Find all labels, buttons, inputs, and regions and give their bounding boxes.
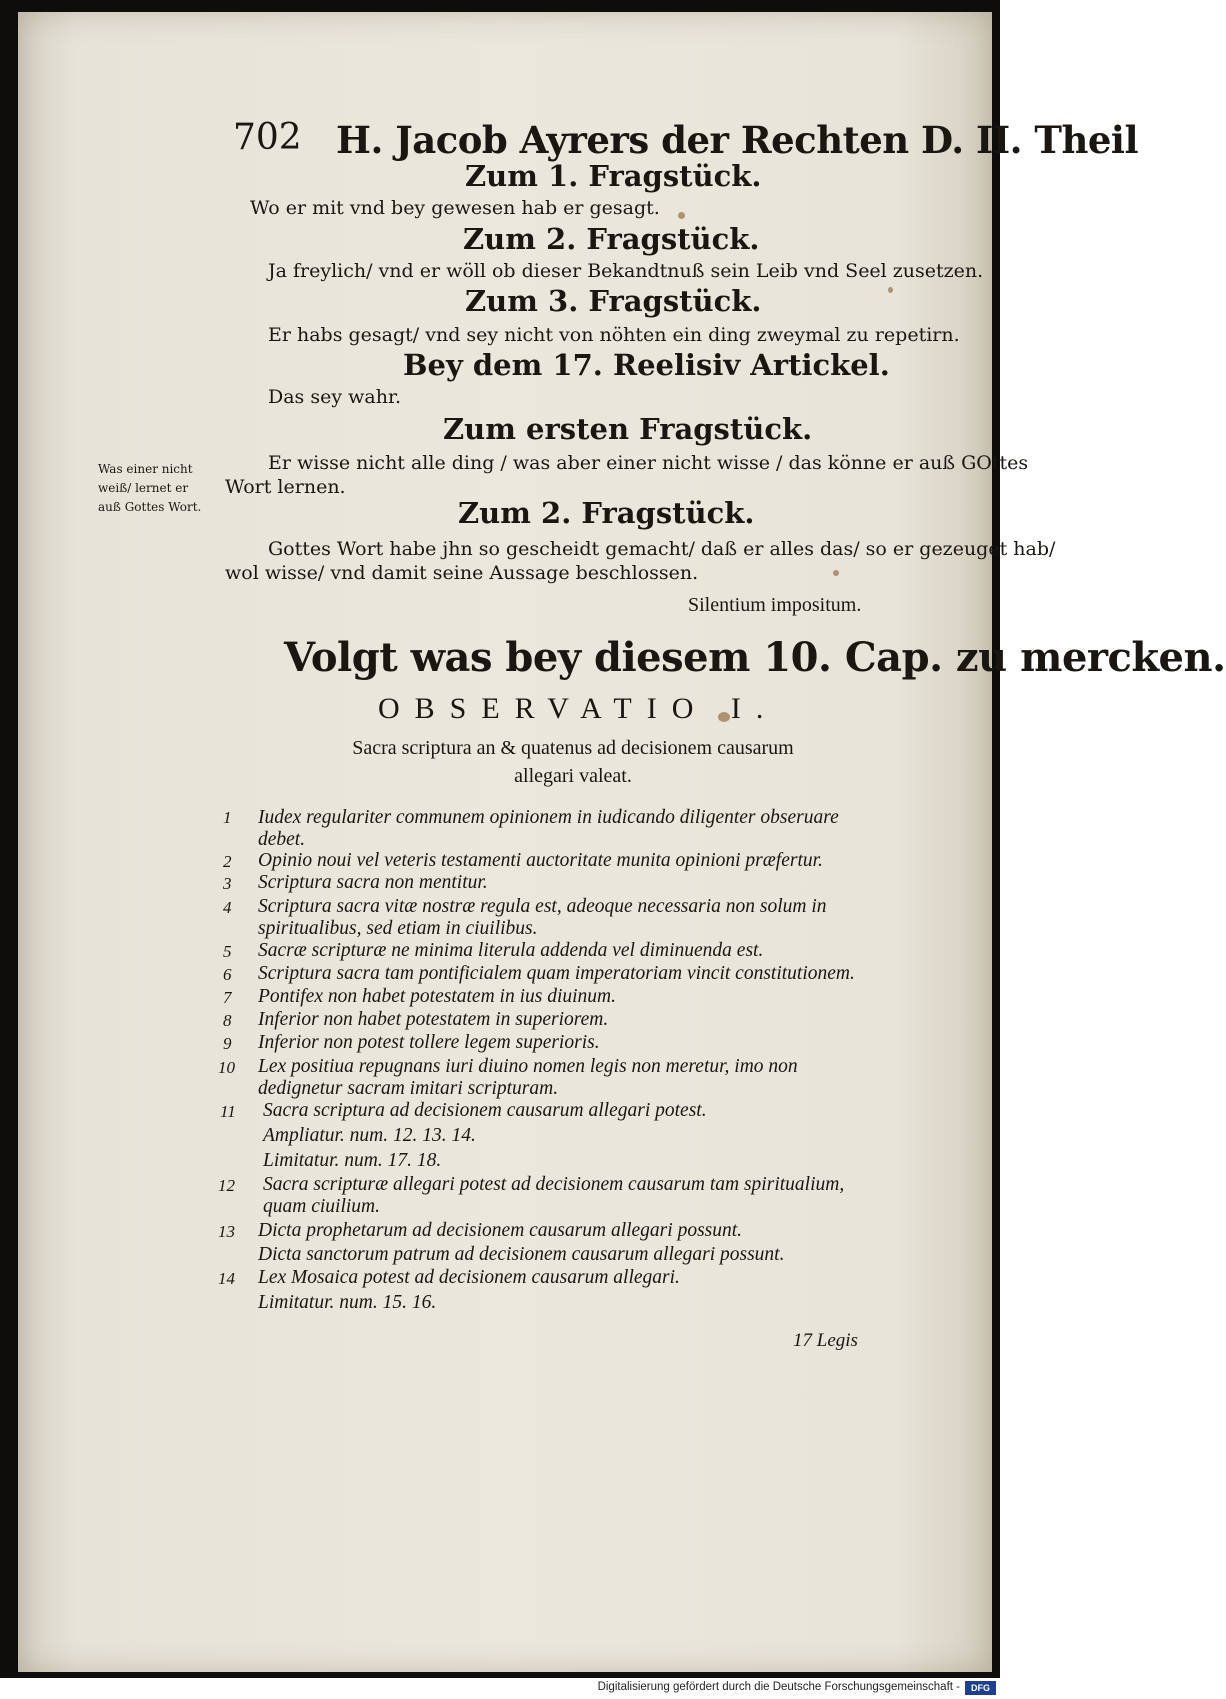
item-number: 9 (223, 1034, 232, 1053)
list-item: Sacra scriptura ad decisionem causarum allegari potest. (263, 1100, 707, 1121)
item-number: 2 (223, 852, 232, 871)
list-item: Lex Mosaica potest ad decisionem causarum allegari. (258, 1267, 680, 1288)
item-number: 10 (218, 1058, 235, 1077)
list-item: Dicta sanctorum patrum ad decisionem causarum allegari possunt. (258, 1244, 785, 1265)
answer-text-1: Wo er mit vnd bey gewesen hab er gesagt. (250, 197, 660, 219)
answer-text-3: Er habs gesagt/ vnd sey nicht von nöhten ein ding zweymal zu repetirn. (268, 324, 960, 346)
foxing-spot (678, 212, 685, 219)
answer-text-6a: Gottes Wort habe jhn so gescheidt gemacht/ daß er alles das/ so er gezeuget hab/ (268, 538, 1056, 560)
list-item: Scriptura sacra non mentitur. (258, 872, 488, 893)
list-item: Limitatur. num. 15. 16. (258, 1292, 437, 1313)
list-item: Inferior non habet potestatem in superiorem. (258, 1009, 609, 1030)
heading-frage-1: Zum 1. Fragstück. (465, 159, 762, 193)
book-page (18, 12, 1226, 1672)
answer-text-6b: wol wisse/ vnd damit seine Aussage beschlossen. (225, 562, 699, 584)
closing-remark: Silentium impositum. (688, 594, 862, 616)
list-item: Scriptura sacra tam pontificialem quam imperatoriam vincit constitutionem. (258, 963, 855, 984)
observatio-title: OBSERVATIO I. (378, 692, 779, 725)
page-number: 702 (233, 117, 302, 158)
heading-frage-2b: Zum 2. Fragstück. (458, 496, 755, 530)
item-number: 14 (218, 1269, 235, 1288)
list-item: Scriptura sacra vitæ nostræ regula est, adeoque necessaria non solum in spiritualibus, sed etiam in ciuilibus. (258, 896, 827, 939)
item-number: 1 (223, 808, 232, 827)
foxing-spot (888, 287, 893, 293)
list-item: Sacræ scripturæ ne minima literula addenda vel diminuenda est. (258, 940, 764, 961)
item-number: 5 (223, 942, 232, 961)
running-title: H. Jacob Ayrers der Rechten D. II. Theil (336, 118, 1139, 162)
item-number: 13 (218, 1222, 235, 1241)
section-heading: Volgt was bey diesem 10. Cap. zu mercken. (284, 634, 1226, 681)
list-item: Iudex regulariter communem opinionem in iudicando diligenter obseruare debet. (258, 807, 839, 850)
list-item: Ampliatur. num. 12. 13. 14. (263, 1125, 476, 1146)
answer-text-5a: Er wisse nicht alle ding / was aber einer nicht wisse / das könne er auß GOttes (268, 452, 1029, 474)
list-item: Inferior non potest tollere legem superioris. (258, 1032, 600, 1053)
list-item: Lex positiua repugnans iuri diuino nomen legis non meretur, imo non dedignetur sacram imitari scripturam. (258, 1056, 798, 1099)
item-number: 7 (223, 988, 232, 1007)
list-item: Sacra scripturæ allegari potest ad decisionem causarum tam spiritualium, quam ciuilium. (263, 1174, 845, 1217)
answer-text-5b: Wort lernen. (225, 476, 346, 498)
item-number: 8 (223, 1011, 232, 1030)
list-item: Limitatur. num. 17. 18. (263, 1150, 442, 1171)
dfg-logo-icon: DFG (965, 1681, 996, 1695)
list-item: Dicta prophetarum ad decisionem causarum allegari possunt. (258, 1220, 743, 1241)
heading-frage-2: Zum 2. Fragstück. (463, 222, 760, 256)
heading-frage-3: Zum 3. Fragstück. (465, 284, 762, 318)
funding-credit: Digitalisierung gefördert durch die Deutsche Forschungsgemeinschaft - (597, 1681, 960, 1693)
item-number: 12 (218, 1176, 235, 1195)
observatio-subtitle: Sacra scriptura an & quatenus ad decisionem causarum allegari valeat. (352, 737, 794, 787)
answer-text-4: Das sey wahr. (268, 386, 401, 408)
margin-note: Was einer nicht weiß/ lernet er auß Gottes Wort. (98, 462, 202, 514)
footer-bar (0, 1678, 1000, 1699)
item-number: 4 (223, 898, 232, 917)
heading-article-17: Bey dem 17. Reelisiv Artickel. (403, 348, 890, 382)
heading-frage-first: Zum ersten Fragstück. (443, 412, 813, 446)
list-item: Pontifex non habet potestatem in ius diuinum. (258, 986, 616, 1007)
foxing-spot (833, 570, 839, 576)
item-number: 11 (220, 1102, 236, 1121)
item-number: 6 (223, 965, 232, 984)
item-number: 3 (223, 874, 232, 893)
list-item: Opinio noui vel veteris testamenti auctoritate munita opinioni præfertur. (258, 850, 823, 871)
catchword: 17 Legis (793, 1330, 858, 1351)
answer-text-2: Ja freylich/ vnd er wöll ob dieser Bekandtnuß sein Leib vnd Seel zusetzen. (268, 260, 984, 282)
